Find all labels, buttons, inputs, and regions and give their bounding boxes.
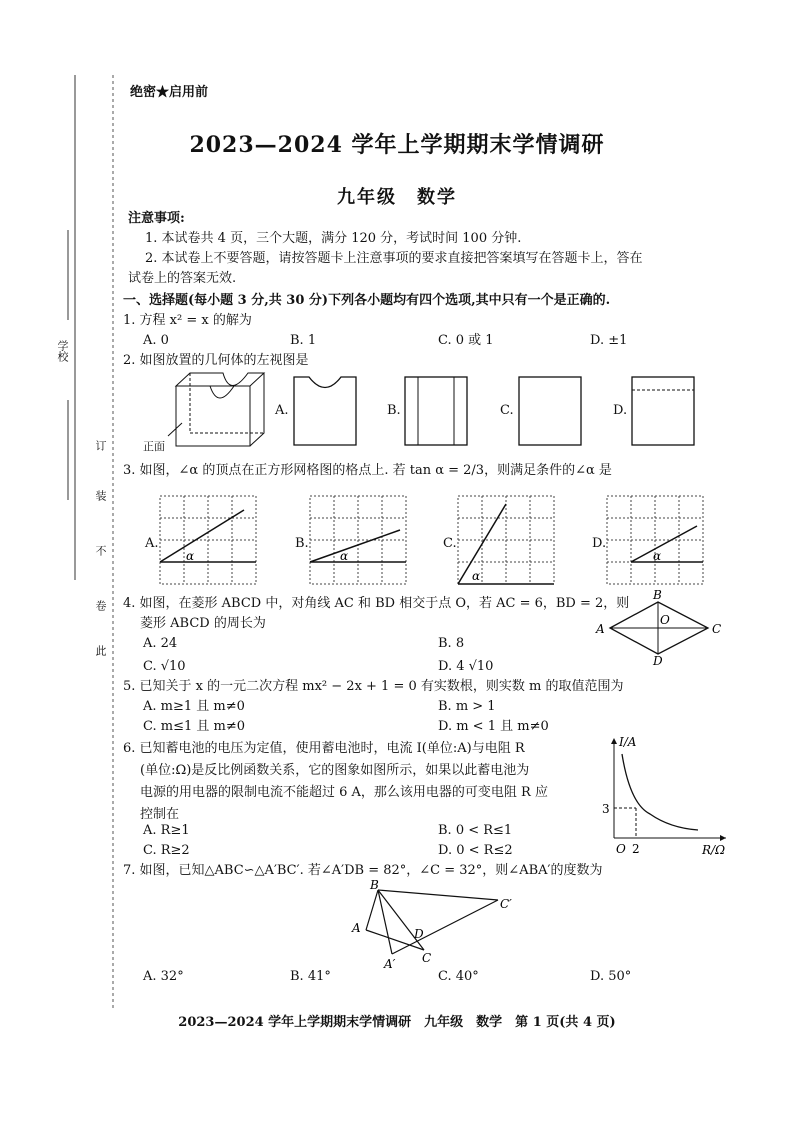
q5-stem: 5. 已知关于 x 的一元二次方程 mx² − 2x + 1 = 0 有实数根，则实数 m 的取值范围为 bbox=[123, 679, 624, 694]
q5-option-a: A. m≥1 且 m≠0 bbox=[143, 699, 245, 714]
q3-b-alpha: α bbox=[340, 549, 349, 563]
q4-stem-2: 菱形 ABCD 的周长为 bbox=[140, 616, 266, 631]
q3-option-b: B. bbox=[295, 536, 309, 551]
q6-line-4: 控制在 bbox=[140, 807, 180, 822]
q4-option-a: A. 24 bbox=[143, 636, 178, 651]
q7-label-c: C bbox=[422, 951, 432, 965]
q6-inverse-graph bbox=[600, 734, 730, 857]
q6-x-tick: 2 bbox=[632, 842, 640, 856]
q4-stem-1: 4. 如图，在菱形 ABCD 中，对角线 AC 和 BD 相交于点 O，若 AC = 6，BD = 2，则 bbox=[123, 596, 630, 611]
q5-option-c: C. m≤1 且 m≠0 bbox=[143, 719, 245, 734]
q6-option-a: A. R≥1 bbox=[143, 823, 190, 838]
q3-grid-a bbox=[160, 496, 260, 588]
q5-option-b: B. m > 1 bbox=[438, 699, 496, 714]
page-title: 2023—2024 学年上学期期末学情调研 bbox=[189, 132, 605, 158]
q2-option-c: C. bbox=[500, 403, 514, 418]
q4-label-a: A bbox=[596, 622, 605, 636]
q3-option-c: C. bbox=[443, 536, 457, 551]
q7-label-a: A bbox=[352, 921, 361, 935]
page-subtitle: 九年级 数学 bbox=[337, 187, 457, 208]
q2-view-d bbox=[631, 376, 695, 446]
page-footer: 2023—2024 学年上学期期末学情调研 九年级 数学 第 1 页(共 4 页) bbox=[178, 1015, 616, 1030]
binding-char: 订 bbox=[94, 440, 107, 451]
binding-char: 此 bbox=[94, 645, 107, 656]
q1-option-a: A. 0 bbox=[143, 333, 169, 348]
q3-a-alpha: α bbox=[186, 549, 195, 563]
note-2-cont: 试卷上的答案无效. bbox=[128, 271, 237, 286]
q6-option-d: D. 0 < R≤2 bbox=[438, 843, 513, 858]
q6-ylabel: I/A bbox=[619, 735, 637, 749]
q1-stem: 1. 方程 x² = x 的解为 bbox=[123, 313, 252, 328]
q3-option-a: A. bbox=[145, 536, 159, 551]
note-2: 2. 本试卷上不要答题，请按答题卡上注意事项的要求直接把答案填写在答题卡上，答在 bbox=[145, 251, 643, 266]
q6-option-b: B. 0 < R≤1 bbox=[438, 823, 513, 838]
q4-option-c: C. √10 bbox=[143, 659, 186, 674]
q2-option-d: D. bbox=[613, 403, 628, 418]
q6-origin: O bbox=[616, 842, 626, 856]
q3-grid-b bbox=[310, 496, 410, 588]
q7-label-c-prime: C′ bbox=[500, 897, 512, 911]
q1-option-d: D. ±1 bbox=[590, 333, 628, 348]
q6-option-c: C. R≥2 bbox=[143, 843, 190, 858]
q6-line-2: (单位:Ω)是反比例函数关系，它的图象如图所示，如果以此蓄电池为 bbox=[140, 763, 530, 778]
q4-label-c: C bbox=[712, 622, 722, 636]
secret-mark: 绝密★启用前 bbox=[130, 85, 209, 100]
q7-option-c: C. 40° bbox=[438, 969, 479, 984]
q6-line-3: 电源的用电器的限制电流不能超过 6 A，那么该用电器的可变电阻 R 应 bbox=[140, 785, 548, 800]
q7-option-b: B. 41° bbox=[290, 969, 331, 984]
q2-view-b bbox=[404, 376, 468, 446]
q2-view-a bbox=[293, 376, 357, 446]
q6-y-tick: 3 bbox=[602, 802, 610, 816]
q2-view-c bbox=[518, 376, 582, 446]
q7-stem: 7. 如图，已知△ABC∽△A′BC′. 若∠A′DB = 82°，∠C = 32°，则∠ABA′的度数为 bbox=[123, 863, 603, 878]
q4-rhombus-figure bbox=[592, 588, 732, 668]
notes-heading: 注意事项: bbox=[128, 211, 185, 226]
q3-stem: 3. 如图，∠α 的顶点在正方形网格图的格点上. 若 tan α = 2/3，则满足条件的∠α 是 bbox=[123, 463, 612, 478]
q7-triangle-figure bbox=[348, 880, 518, 970]
q4-option-d: D. 4 √10 bbox=[438, 659, 494, 674]
q4-option-b: B. 8 bbox=[438, 636, 465, 651]
q2-option-a: A. bbox=[275, 403, 289, 418]
binding-char: 不 bbox=[94, 545, 107, 556]
q6-line-1: 6. 已知蓄电池的电压为定值，使用蓄电池时，电流 I(单位:A)与电阻 R bbox=[123, 741, 525, 756]
q5-option-d: D. m < 1 且 m≠0 bbox=[438, 719, 549, 734]
q1-option-b: B. 1 bbox=[290, 333, 317, 348]
q3-option-d: D. bbox=[592, 536, 607, 551]
q1-option-c: C. 0 或 1 bbox=[438, 333, 494, 348]
q3-grid-d bbox=[607, 496, 707, 588]
q7-option-d: D. 50° bbox=[590, 969, 632, 984]
q7-label-a-prime: A′ bbox=[384, 957, 396, 971]
q7-option-a: A. 32° bbox=[143, 969, 184, 984]
binding-char: 装 bbox=[94, 490, 107, 501]
q3-grid-c bbox=[458, 496, 558, 588]
q2-stem: 2. 如图放置的几何体的左视图是 bbox=[123, 353, 309, 368]
school-label: 学校 bbox=[56, 340, 69, 362]
q2-option-b: B. bbox=[387, 403, 401, 418]
q2-front-label: 正面 bbox=[143, 440, 165, 453]
q7-label-b: B bbox=[370, 878, 379, 892]
q2-solid-figure bbox=[168, 368, 288, 458]
q7-label-d: D bbox=[414, 927, 424, 941]
binding-char: 卷 bbox=[94, 600, 107, 611]
q3-d-alpha: α bbox=[653, 549, 662, 563]
q4-label-o: O bbox=[660, 613, 670, 627]
note-1: 1. 本试卷共 4 页，三个大题，满分 120 分，考试时间 100 分钟. bbox=[145, 231, 522, 246]
q4-label-d: D bbox=[653, 654, 663, 668]
section-heading: 一、选择题(每小题 3 分,共 30 分)下列各小题均有四个选项,其中只有一个是正确的. bbox=[123, 293, 611, 308]
q3-c-alpha: α bbox=[472, 569, 481, 583]
q6-xlabel: R/Ω bbox=[702, 843, 726, 857]
q4-label-b: B bbox=[653, 588, 662, 602]
